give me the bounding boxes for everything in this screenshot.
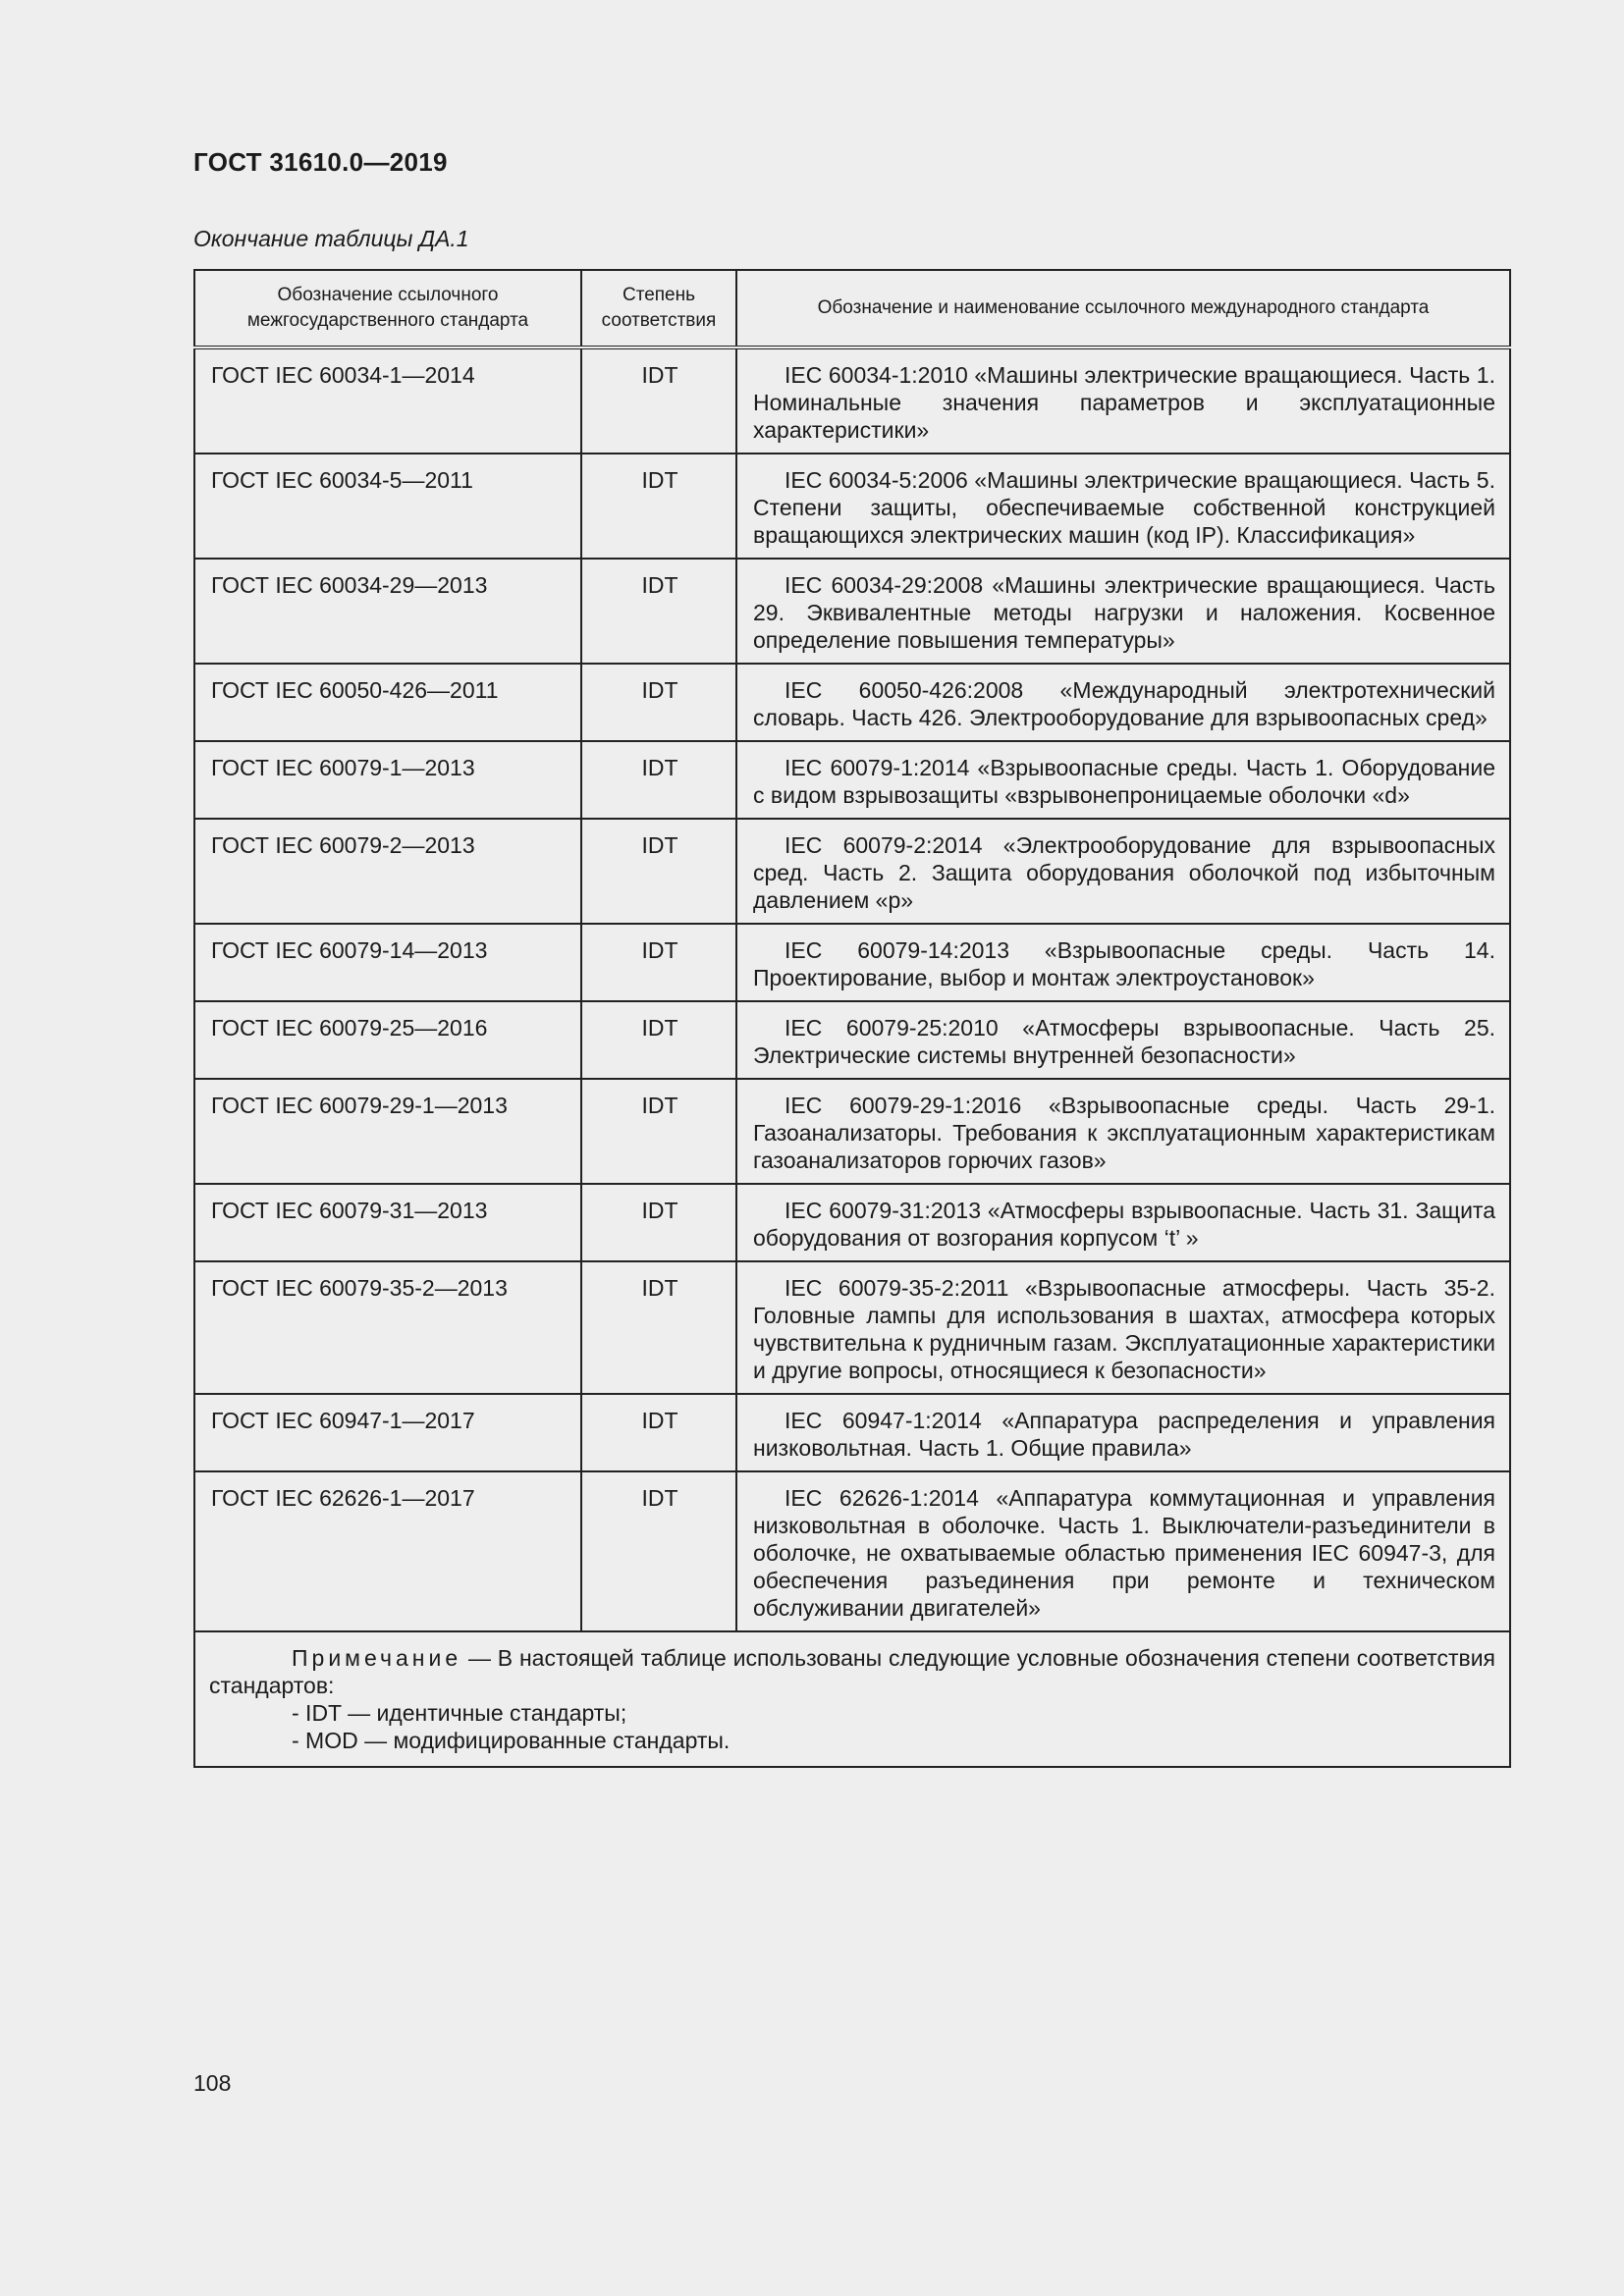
international-standard-cell: IEC 60079-2:2014 «Электрооборудование для взрывоопасных сред. Часть 2. Защита оборудования оболочкой под избыточным давлением «р»	[736, 819, 1510, 924]
table-row	[194, 1394, 1510, 1471]
degree-cell: IDT	[581, 1184, 736, 1261]
standard-code-cell: ГОСТ IEC 60079-25—2016	[194, 1001, 581, 1079]
international-standard-cell: IEC 60079-31:2013 «Атмосферы взрывоопасные. Часть 31. Защита оборудования от возгорания корпусом ‘t’ »	[736, 1184, 1510, 1261]
degree-cell: IDT	[581, 1394, 736, 1471]
international-standard-cell: IEC 62626-1:2014 «Аппаратура коммутационная и управления низковольтная в оболочке. Часть 1. Выключатели-разъединители в оболочке, не охватываемые областью применения IEC 60947-3, для обеспечения разъединения при ремонте и техническом обслуживании двигателей»	[736, 1471, 1510, 1631]
degree-cell: IDT	[581, 741, 736, 819]
standard-code-cell: ГОСТ IEC 60079-31—2013	[194, 1184, 581, 1261]
international-standard-cell: IEC 60034-29:2008 «Машины электрические вращающиеся. Часть 29. Эквивалентные методы нагрузки и наложения. Косвенное определение повышения температуры»	[736, 559, 1510, 664]
page-number: 108	[193, 2070, 232, 2096]
table-row	[194, 819, 1510, 924]
note-lead	[209, 1644, 1495, 1699]
table-row	[194, 454, 1510, 559]
table-row	[194, 1001, 1510, 1079]
table-row	[194, 924, 1510, 1001]
degree-cell: IDT	[581, 454, 736, 559]
international-standard-cell: IEC 60079-1:2014 «Взрывоопасные среды. Часть 1. Оборудование с видом взрывозащиты «взрывонепроницаемые оболочки «d»	[736, 741, 1510, 819]
standard-code-cell: ГОСТ IEC 62626-1—2017	[194, 1471, 581, 1631]
degree-cell: IDT	[581, 1261, 736, 1394]
degree-cell: IDT	[581, 924, 736, 1001]
international-standard-cell: IEC 60079-14:2013 «Взрывоопасные среды. Часть 14. Проектирование, выбор и монтаж электроустановок»	[736, 924, 1510, 1001]
table-header-row	[194, 270, 1510, 347]
table-row	[194, 1184, 1510, 1261]
table-note	[194, 1631, 1510, 1767]
standard-code-cell: ГОСТ IEC 60947-1—2017	[194, 1394, 581, 1471]
international-standard-cell: IEC 60079-35-2:2011 «Взрывоопасные атмосферы. Часть 35-2. Головные лампы для использования в шахтах, атмосфера которых чувствительна к рудничным газам. Эксплуатационные характеристики и другие вопросы, относящиеся к безопасности»	[736, 1261, 1510, 1394]
standard-code-cell: ГОСТ IEC 60050-426—2011	[194, 664, 581, 741]
international-standard-cell: IEC 60079-25:2010 «Атмосферы взрывоопасные. Часть 25. Электрические системы внутренней безопасности»	[736, 1001, 1510, 1079]
degree-cell: IDT	[581, 1079, 736, 1184]
degree-cell: IDT	[581, 559, 736, 664]
degree-cell: IDT	[581, 1001, 736, 1079]
column-header-interstate-standard: Обозначение ссылочного межгосударственного стандарта	[194, 270, 581, 347]
note-row	[194, 1631, 1510, 1767]
degree-cell: IDT	[581, 1471, 736, 1631]
table-row	[194, 1079, 1510, 1184]
standard-code-cell: ГОСТ IEC 60034-29—2013	[194, 559, 581, 664]
international-standard-cell: IEC 60034-5:2006 «Машины электрические вращающиеся. Часть 5. Степени защиты, обеспечиваемые собственной конструкцией вращающихся электрических машин (код IP). Классификация»	[736, 454, 1510, 559]
table-row	[194, 1261, 1510, 1394]
standard-code-cell: ГОСТ IEC 60079-2—2013	[194, 819, 581, 924]
table-row	[194, 559, 1510, 664]
column-header-degree: Степень соответствия	[581, 270, 736, 347]
standard-code-cell: ГОСТ IEC 60079-29-1—2013	[194, 1079, 581, 1184]
table-caption: Окончание таблицы ДА.1	[193, 226, 469, 251]
standard-code-cell: ГОСТ IEC 60034-5—2011	[194, 454, 581, 559]
document-title: ГОСТ 31610.0—2019	[193, 147, 448, 177]
international-standard-cell: IEC 60947-1:2014 «Аппаратура распределения и управления низковольтная. Часть 1. Общие правила»	[736, 1394, 1510, 1471]
standard-code-cell: ГОСТ IEC 60034-1—2014	[194, 347, 581, 454]
note-item-idt: - IDT — идентичные стандарты;	[292, 1700, 627, 1726]
table-row	[194, 664, 1510, 741]
note-item-mod: - MOD — модифицированные стандарты.	[292, 1728, 731, 1753]
standard-code-cell: ГОСТ IEC 60079-14—2013	[194, 924, 581, 1001]
table-row	[194, 741, 1510, 819]
reference-standards-table	[193, 269, 1511, 1768]
international-standard-cell: IEC 60050-426:2008 «Международный электротехнический словарь. Часть 426. Электрооборудование для взрывоопасных сред»	[736, 664, 1510, 741]
international-standard-cell: IEC 60079-29-1:2016 «Взрывоопасные среды. Часть 29-1. Газоанализаторы. Требования к эксплуатационным характеристикам газоанализаторов горючих газов»	[736, 1079, 1510, 1184]
table-row	[194, 347, 1510, 454]
note-label: Примечание	[292, 1645, 462, 1671]
standard-code-cell: ГОСТ IEC 60079-35-2—2013	[194, 1261, 581, 1394]
degree-cell: IDT	[581, 819, 736, 924]
column-header-international-standard: Обозначение и наименование ссылочного международного стандарта	[736, 270, 1510, 347]
international-standard-cell: IEC 60034-1:2010 «Машины электрические вращающиеся. Часть 1. Номинальные значения параметров и эксплуатационные характеристики»	[736, 347, 1510, 454]
degree-cell: IDT	[581, 347, 736, 454]
standard-code-cell: ГОСТ IEC 60079-1—2013	[194, 741, 581, 819]
degree-cell: IDT	[581, 664, 736, 741]
note-text: — В настоящей таблице использованы следующие условные обозначения степени соответствия стандартов:	[209, 1645, 1496, 1698]
table-row	[194, 1471, 1510, 1631]
